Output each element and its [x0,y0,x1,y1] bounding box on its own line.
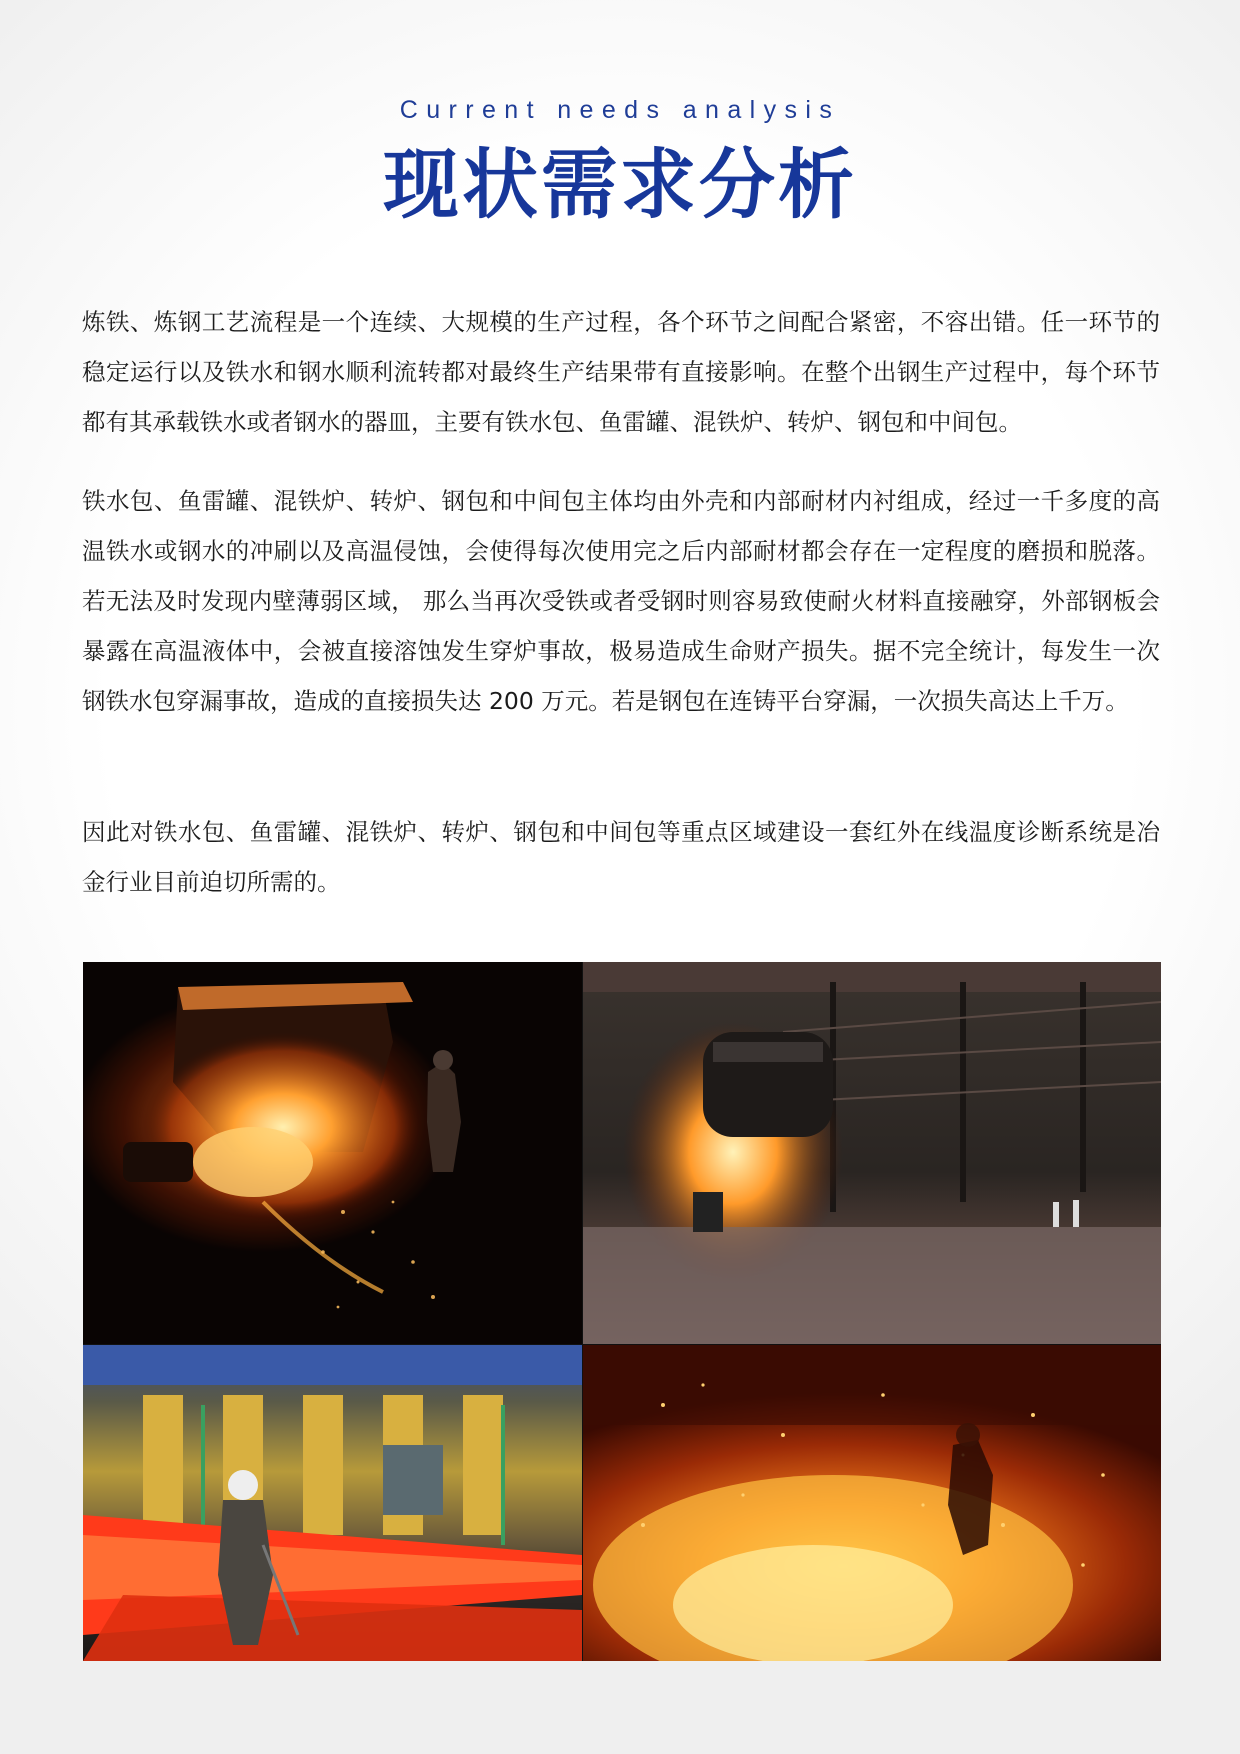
page-subtitle: Current needs analysis [399,96,841,124]
photo-molten-sparks [583,1345,1161,1661]
paragraph-process-overview: 炼铁、炼钢工艺流程是一个连续、大规模的生产过程，各个环节之间配合紧密，不容出错。任一环节的稳定运行以及铁水和钢水顺利流转都对最终生产结果带有直接影响。在整个出钢生产过程中，每个环节都有其承载铁水或者钢水的器皿，主要有铁水包、鱼雷罐、混铁炉、转炉、钢包和中间包。 [82,308,1160,436]
molten-sparks-illustration [583,1345,1161,1661]
hot-slabs-illustration [83,1345,582,1661]
ladle-pouring-illustration [83,962,582,1344]
paragraph-conclusion: 因此对铁水包、鱼雷罐、混铁炉、转炉、钢包和中间包等重点区域建设一套红外在线温度诊断系统是冶金行业目前迫切所需的。 [82,818,1160,896]
photo-hot-slabs-worker [83,1345,582,1661]
photo-workshop-ladle [583,962,1161,1344]
photo-collage [83,962,1161,1661]
paragraph-risk-description: 铁水包、鱼雷罐、混铁炉、转炉、钢包和中间包主体均由外壳和内部耐材内衬组成，经过一千多度的高温铁水或钢水的冲刷以及高温侵蚀，会使得每次使用完之后内部耐材都会存在一定程度的磨损和脱落。若无法及时发现内壁薄弱区域， 那么当再次受铁或者受钢时则容易致使耐火材料直接融穿，外部钢板会暴露在高温液体中，会被直接溶蚀发生穿炉事故，极易造成生命财产损失。据不完全统计，每发生一次钢铁水包穿漏事故，造成的直接损失达 200 万元。若是钢包在连铸平台穿漏，一次损失高达上千万。 [82,487,1160,715]
photo-ladle-pouring [83,962,582,1344]
page-title: 现状需求分析 [383,140,857,229]
workshop-ladle-illustration [583,962,1161,1344]
